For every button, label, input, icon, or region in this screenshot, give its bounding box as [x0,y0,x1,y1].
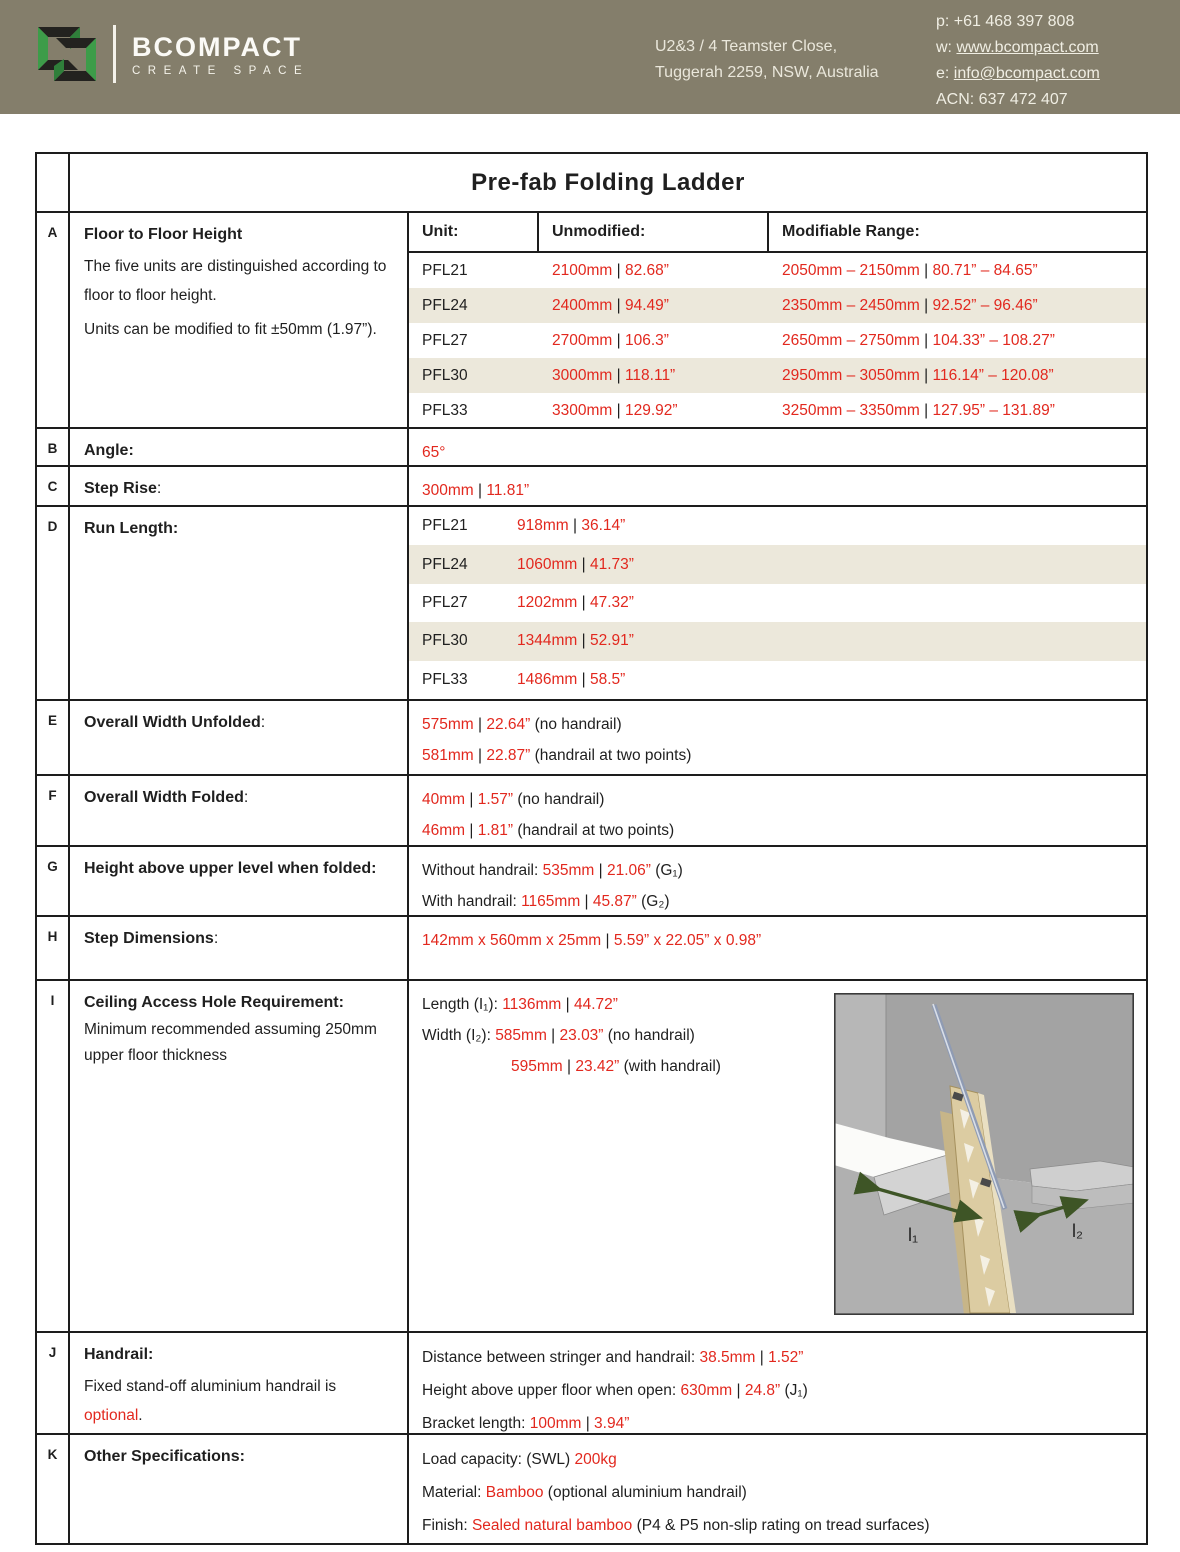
row-f-title-text: Overall Width Folded [84,789,244,806]
row-h-values [409,917,1146,979]
unit-unmodified: 3000mm | 118.11” [552,366,676,384]
unit-row-pfl24 [409,288,1146,323]
unit-unmodified: 2400mm | 94.49” [552,296,669,314]
run-value: 1060mm | 41.73” [517,555,634,573]
spec-line: 595mm | 23.42” (with handrail) [511,1058,721,1075]
row-f-title-colon: : [243,789,249,806]
row-letter: K [37,1435,70,1543]
unit-name: PFL27 [422,331,468,349]
row-i-values [409,981,1146,1331]
row-d-values [409,507,1146,699]
step-dimensions-value: 142mm x 560mm x 25mm | 5.59” x 22.05” x 0.98” [422,932,762,949]
brand-name: BCOMPACT [132,31,302,62]
row-letter: J [37,1333,70,1433]
row-c-title [84,477,393,501]
row-k-values [409,1435,1146,1543]
spec-line: Width (I₂): 585mm | 23.03” (no handrail) [422,1027,695,1044]
row-overall-width-unfolded [37,699,1146,774]
row-h-title [84,927,393,951]
unit-name: PFL27 [422,594,468,612]
row-b-values [409,429,1146,465]
unit-row-pfl27 [409,323,1146,358]
unit-name: PFL33 [422,670,468,688]
unit-range: 2350mm – 2450mm | 92.52” – 96.46” [782,296,1038,314]
unit-range: 2650mm – 2750mm | 104.33” – 108.27” [782,331,1055,349]
run-value: 1486mm | 58.5” [517,670,626,688]
row-e-title [84,711,393,735]
brand-tagline: CREATE SPACE [132,64,310,77]
spec-line: 46mm | 1.81” (handrail at two points) [422,822,675,839]
row-letter: B [37,429,70,465]
angle-value: 65° [422,444,446,461]
unit-name: PFL33 [422,401,468,419]
unit-table-header [409,213,1146,253]
run-row-pfl24 [409,545,1146,583]
run-value: 1344mm | 52.91” [517,632,634,650]
brand-text [132,32,309,77]
row-step-rise [37,465,1146,505]
phone-number: p: +61 468 397 808 [936,13,1075,30]
spec-line: Bracket length: 100mm | 3.94” [422,1415,630,1432]
row-g-title: Height above upper level when folded: [84,860,377,877]
spec-line: 575mm | 22.64” (no handrail) [422,716,622,733]
row-letter: A [37,213,70,427]
col-header-modifiable-range: Modifiable Range: [782,223,920,240]
row-a-title: Floor to Floor Height [84,226,243,243]
unit-name: PFL30 [422,366,468,384]
run-row-pfl27 [409,584,1146,622]
row-run-length [37,505,1146,699]
unit-row-pfl30 [409,358,1146,393]
row-e-description [70,701,409,774]
website-link[interactable]: www.bcompact.com [956,39,1099,56]
row-b-description [70,429,409,465]
row-i-title: Ceiling Access Hole Requirement: [84,994,344,1011]
row-h-description [70,917,409,979]
acn-number: ACN: 637 472 407 [936,91,1068,108]
spec-line: With handrail: 1165mm | 45.87” (G₂) [422,893,670,910]
col-header-unmodified: Unmodified: [539,213,769,251]
row-f-description [70,776,409,845]
unit-name: PFL21 [422,517,468,535]
title-letter-cell [37,154,70,211]
company-address [655,34,879,86]
page-title: Pre-fab Folding Ladder [471,168,745,196]
row-h-title-text: Step Dimensions [84,930,214,947]
row-e-values [409,701,1146,774]
row-letter: E [37,701,70,774]
run-row-pfl21 [409,507,1146,545]
bcompact-logo-icon [35,22,99,86]
row-f-title [84,786,393,810]
row-overall-width-folded [37,774,1146,845]
hole-width-label: l₂ [1072,1221,1083,1241]
row-height-above-upper-level [37,845,1146,915]
unit-name: PFL30 [422,632,468,650]
spec-line: 581mm | 22.87” (handrail at two points) [422,747,692,764]
run-value: 1202mm | 47.32” [517,594,634,612]
contact-block [936,9,1100,113]
email-link[interactable]: info@bcompact.com [953,65,1100,82]
email-prefix: e: [936,65,954,82]
email-line [936,61,1100,87]
step-rise-value: 300mm | 11.81” [422,482,530,499]
row-c-title-text: Step Rise [84,480,157,497]
unit-range: 2050mm – 2150mm | 80.71” – 84.65” [782,261,1038,279]
address-line-1: U2&3 / 4 Teamster Close, [655,38,838,55]
row-letter: D [37,507,70,699]
row-handrail [37,1331,1146,1433]
address-line-2: Tuggerah 2259, NSW, Australia [655,64,879,81]
row-i-description [70,981,409,1331]
row-j-desc: Fixed stand-off aluminium handrail is optional. [84,1378,337,1424]
unit-unmodified: 2700mm | 106.3” [552,331,669,349]
row-h-title-colon: : [213,930,219,947]
row-j-values [409,1333,1146,1433]
col-header-unit: Unit: [409,213,539,251]
row-d-description [70,507,409,699]
spec-table [35,152,1148,1545]
hole-length-label: l₁ [908,1225,919,1245]
spec-line: Distance between stringer and handrail: 38.5mm | 1.52” [422,1349,804,1366]
row-j-description [70,1333,409,1433]
spec-line: Without handrail: 535mm | 21.06” (G₁) [422,862,683,879]
spec-line: 40mm | 1.57” (no handrail) [422,791,605,808]
row-d-title: Run Length: [84,520,179,537]
spec-line: Material: Bamboo (optional aluminium handrail) [422,1484,747,1501]
row-c-description [70,467,409,505]
run-length-table [409,507,1146,699]
run-row-pfl33 [409,661,1146,699]
row-g-values [409,847,1146,915]
run-row-pfl30 [409,622,1146,660]
unit-range: 2950mm – 3050mm | 116.14” – 120.08” [782,366,1054,384]
row-j-title: Handrail: [84,1346,154,1363]
page-header [0,0,1180,114]
row-e-title-text: Overall Width Unfolded [84,714,261,731]
row-g-description [70,847,409,915]
row-k-description [70,1435,409,1543]
website-prefix: w: [936,39,957,56]
unit-name: PFL21 [422,261,468,279]
row-a-values [409,213,1146,427]
unit-name: PFL24 [422,296,468,314]
website-line [936,35,1100,61]
row-i-desc: Minimum recommended assuming 250mm upper floor thickness [84,1021,377,1064]
run-value: 918mm | 36.14” [517,517,626,535]
row-e-title-colon: : [260,714,266,731]
row-other-specifications [37,1433,1146,1543]
unit-range: 3250mm – 3350mm | 127.95” – 131.89” [782,401,1055,419]
row-f-values [409,776,1146,845]
row-a-desc-2: Units can be modified to fit ±50mm (1.97”). [84,321,377,338]
brand-divider [113,25,116,83]
row-ceiling-access-hole [37,979,1146,1331]
row-letter: I [37,981,70,1331]
unit-unmodified: 2100mm | 82.68” [552,261,669,279]
table-title-row [37,154,1146,211]
spec-line: Load capacity: (SWL) 200kg [422,1451,617,1468]
unit-row-pfl33 [409,393,1146,427]
row-k-title: Other Specifications: [84,1448,245,1465]
row-c-title-colon: : [156,480,162,497]
row-step-dimensions [37,915,1146,979]
spec-line: Length (I₁): 1136mm | 44.72” [422,996,618,1013]
brand-block [35,22,309,86]
row-b-title: Angle: [84,442,134,459]
unit-row-pfl21 [409,253,1146,288]
row-letter: G [37,847,70,915]
spec-line: Height above upper floor when open: 630mm | 24.8” (J₁) [422,1382,808,1399]
spec-line: Finish: Sealed natural bamboo (P4 & P5 non-slip rating on tread surfaces) [422,1517,930,1534]
row-floor-to-floor-height [37,211,1146,427]
unit-unmodified: 3300mm | 129.92” [552,401,678,419]
row-letter: F [37,776,70,845]
unit-name: PFL24 [422,555,468,573]
row-a-desc-1: The five units are distinguished according to floor to floor height. [84,258,387,304]
row-c-values [409,467,1146,505]
row-a-description [70,213,409,427]
row-letter: C [37,467,70,505]
ceiling-access-diagram [834,993,1134,1315]
row-letter: H [37,917,70,979]
row-angle [37,427,1146,465]
